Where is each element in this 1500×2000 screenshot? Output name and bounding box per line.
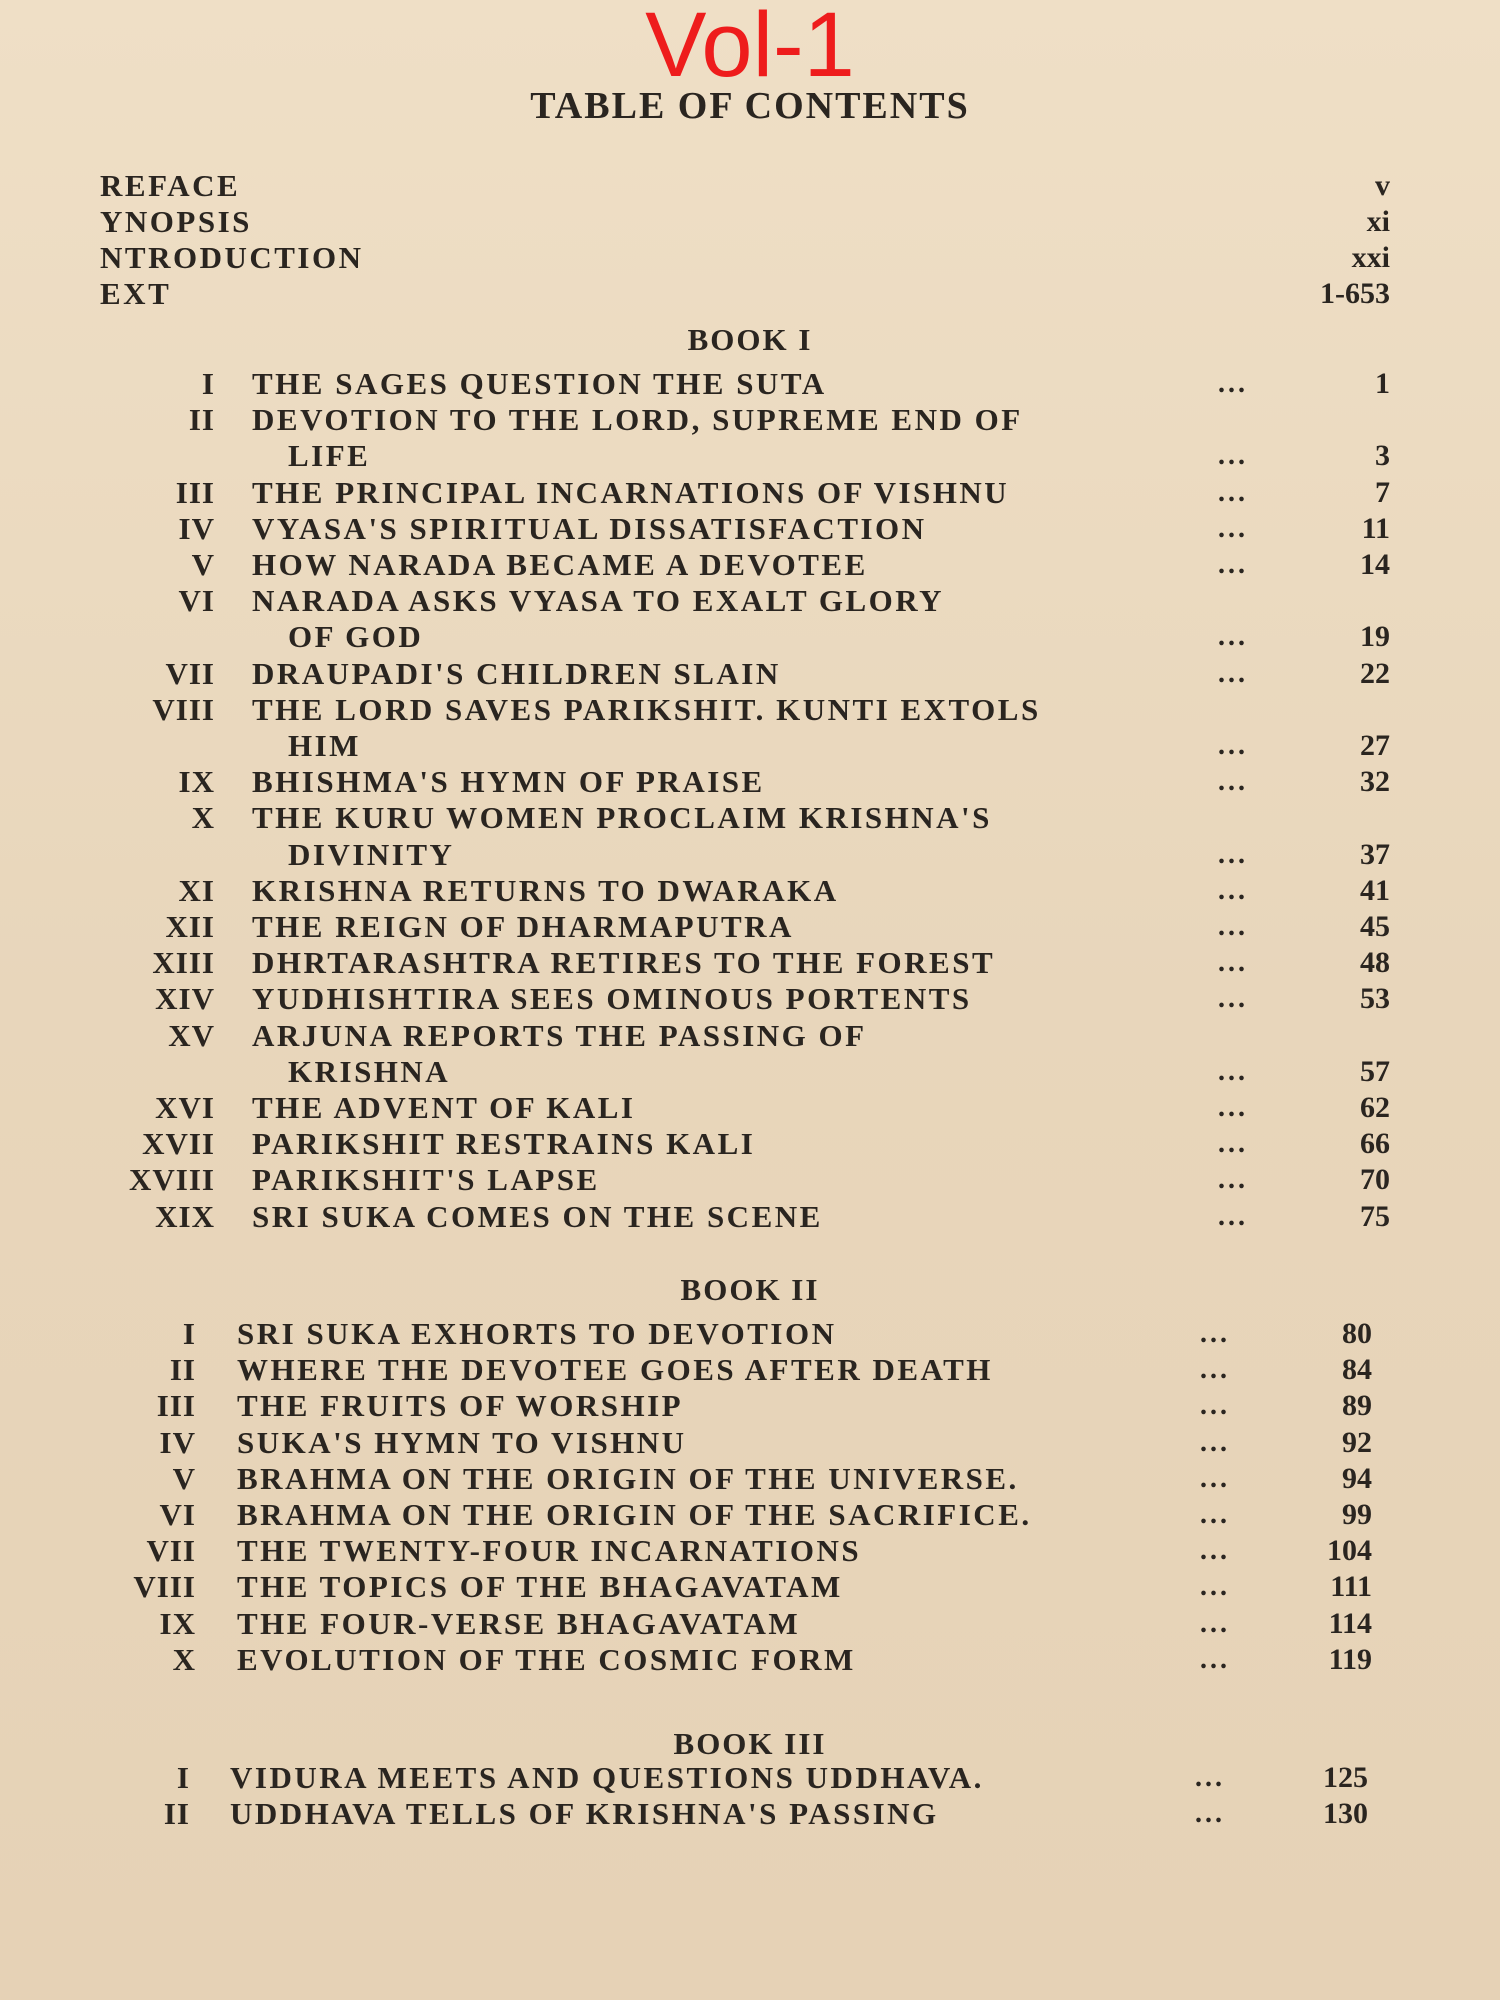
chapter-title: THE SAGES QUESTION THE SUTA [252, 366, 827, 401]
chapter-title: KRISHNA [288, 1053, 451, 1089]
chapter-page: 99 [1342, 1498, 1372, 1531]
leader-dots: ... [1200, 1426, 1230, 1458]
chapter-title: BHISHMA'S HYMN OF PRAISE [252, 764, 765, 800]
leader-dots: ... [1200, 1318, 1230, 1349]
chapter-title: BRAHMA ON THE ORIGIN OF THE SACRIFICE. [237, 1497, 1032, 1532]
chapter-number: X [172, 1641, 196, 1677]
chapter-page: 22 [1360, 656, 1390, 690]
chapter-number: VIII [152, 691, 215, 727]
chapter-number: V [172, 1460, 196, 1496]
leader-dots: ... [1218, 766, 1248, 798]
leader-dots: ... [1200, 1462, 1230, 1494]
chapter-title: BRAHMA ON THE ORIGIN OF THE UNIVERSE. [237, 1460, 1019, 1496]
chapter-title: THE FOUR-VERSE BHAGAVATAM [237, 1605, 801, 1641]
chapter-page: 53 [1360, 982, 1390, 1016]
chapter-page: 104 [1327, 1534, 1372, 1568]
leader-dots: ... [1218, 368, 1248, 399]
chapter-number: III [156, 1388, 196, 1424]
leader-dots: ... [1195, 1762, 1225, 1793]
chapter-number: V [191, 547, 215, 582]
chapter-title: KRISHNA RETURNS TO DWARAKA [252, 872, 839, 908]
front-matter-label: EXT [100, 276, 172, 311]
leader-dots: ... [1200, 1607, 1230, 1639]
chapter-title: UDDHAVA TELLS OF KRISHNA'S PASSING [230, 1796, 939, 1832]
chapter-page: 125 [1323, 1761, 1368, 1794]
chapter-page: 41 [1360, 873, 1390, 907]
chapter-number: VII [146, 1533, 196, 1569]
chapter-title: YUDHISHTIRA SEES OMINOUS PORTENTS [252, 981, 972, 1017]
leader-dots: ... [1218, 983, 1248, 1015]
chapter-title: VYASA'S SPIRITUAL DISSATISFACTION [252, 510, 927, 546]
chapter-number: II [188, 402, 215, 438]
chapter-number: IV [159, 1424, 196, 1460]
leader-dots: ... [1195, 1798, 1225, 1830]
chapter-page: 62 [1360, 1091, 1390, 1124]
chapter-title: DEVOTION TO THE LORD, SUPREME END OF [252, 402, 1023, 438]
chapter-title: SUKA'S HYMN TO VISHNU [237, 1424, 687, 1460]
leader-dots: ... [1200, 1535, 1230, 1567]
chapter-page: 84 [1342, 1353, 1372, 1387]
leader-dots: ... [1200, 1643, 1230, 1675]
chapter-title: PARIKSHIT'S LAPSE [252, 1162, 600, 1198]
chapter-number: XVI [155, 1090, 215, 1125]
leader-dots: ... [1200, 1499, 1230, 1530]
chapter-title: ARJUNA REPORTS THE PASSING OF [252, 1017, 867, 1053]
chapter-title: LIFE [288, 438, 371, 474]
chapter-page: 70 [1360, 1163, 1390, 1197]
leader-dots: ... [1218, 838, 1248, 870]
chapter-number: XIII [152, 945, 215, 981]
front-matter-label: NTRODUCTION [100, 240, 364, 275]
chapter-number: XI [178, 872, 215, 908]
leader-dots: ... [1218, 621, 1248, 653]
chapter-page: 111 [1330, 1570, 1372, 1604]
front-matter-label: REFACE [100, 168, 241, 203]
chapter-page: 19 [1360, 620, 1390, 654]
chapter-number: VI [178, 583, 215, 619]
chapter-title: THE LORD SAVES PARIKSHIT. KUNTI EXTOLS [252, 691, 1041, 727]
front-matter-page: 1-653 [1320, 277, 1390, 310]
leader-dots: ... [1218, 657, 1248, 689]
chapter-page: 57 [1360, 1054, 1390, 1088]
chapter-page: 75 [1360, 1199, 1390, 1233]
leader-dots: ... [1218, 476, 1248, 508]
chapter-title: THE REIGN OF DHARMAPUTRA [252, 909, 794, 944]
leader-dots: ... [1218, 911, 1248, 942]
chapter-number: VIII [133, 1569, 196, 1605]
leader-dots: ... [1218, 1164, 1248, 1196]
leader-dots: ... [1218, 1055, 1248, 1087]
chapter-page: 48 [1360, 946, 1390, 980]
chapter-page: 92 [1342, 1425, 1372, 1459]
chapter-title: THE FRUITS OF WORSHIP [237, 1388, 684, 1424]
chapter-title: OF GOD [288, 619, 424, 655]
chapter-title: DIVINITY [288, 836, 455, 872]
chapter-number: X [191, 800, 215, 836]
chapter-number: I [182, 1316, 196, 1351]
chapter-title: EVOLUTION OF THE COSMIC FORM [237, 1641, 856, 1677]
chapter-page: 45 [1360, 910, 1390, 943]
leader-dots: ... [1218, 1092, 1248, 1123]
chapter-number: XIX [155, 1198, 215, 1234]
front-matter-page: v [1375, 169, 1390, 202]
chapter-page: 66 [1360, 1127, 1390, 1161]
leader-dots: ... [1200, 1354, 1230, 1386]
chapter-title: SRI SUKA EXHORTS TO DEVOTION [237, 1316, 837, 1351]
book-heading: BOOK I [687, 322, 813, 357]
chapter-page: 89 [1342, 1389, 1372, 1423]
chapter-title: VIDURA MEETS AND QUESTIONS UDDHAVA. [230, 1760, 984, 1795]
chapter-number: VII [165, 655, 215, 691]
chapter-number: I [201, 366, 215, 401]
chapter-number: XVIII [129, 1162, 215, 1198]
book-heading: BOOK III [673, 1726, 827, 1761]
chapter-title: SRI SUKA COMES ON THE SCENE [252, 1198, 823, 1234]
chapter-title: DRAUPADI'S CHILDREN SLAIN [252, 655, 781, 691]
chapter-title: THE ADVENT OF KALI [252, 1090, 636, 1125]
chapter-page: 94 [1342, 1461, 1372, 1495]
leader-dots: ... [1218, 1128, 1248, 1160]
page-title: TABLE OF CONTENTS [530, 85, 970, 127]
chapter-number: IV [178, 510, 215, 546]
chapter-title: PARIKSHIT RESTRAINS KALI [252, 1126, 756, 1162]
chapter-page: 32 [1360, 765, 1390, 799]
chapter-title: WHERE THE DEVOTEE GOES AFTER DEATH [237, 1352, 993, 1388]
chapter-number: II [163, 1796, 190, 1832]
leader-dots: ... [1200, 1390, 1230, 1422]
front-matter-label: YNOPSIS [100, 204, 252, 239]
chapter-number: XIV [155, 981, 215, 1017]
chapter-title: HOW NARADA BECAME A DEVOTEE [252, 547, 868, 582]
chapter-page: 27 [1360, 729, 1390, 762]
chapter-page: 119 [1328, 1642, 1372, 1676]
chapter-page: 114 [1328, 1606, 1372, 1640]
book-heading: BOOK II [680, 1272, 820, 1307]
leader-dots: ... [1218, 1200, 1248, 1232]
leader-dots: ... [1218, 730, 1248, 761]
leader-dots: ... [1218, 874, 1248, 906]
chapter-page: 1 [1375, 367, 1390, 400]
leader-dots: ... [1218, 440, 1248, 472]
chapter-number: XII [165, 909, 215, 944]
chapter-page: 11 [1361, 511, 1390, 545]
chapter-title: NARADA ASKS VYASA TO EXALT GLORY [252, 583, 944, 619]
leader-dots: ... [1218, 947, 1248, 979]
leader-dots: ... [1218, 512, 1248, 544]
volume-label: Vol-1 [645, 0, 855, 96]
chapter-title: THE KURU WOMEN PROCLAIM KRISHNA'S [252, 800, 992, 836]
chapter-page: 7 [1375, 475, 1390, 509]
front-matter-page: xi [1366, 205, 1390, 238]
chapter-page: 14 [1360, 548, 1390, 581]
chapter-title: DHRTARASHTRA RETIRES TO THE FOREST [252, 945, 996, 981]
leader-dots: ... [1218, 549, 1248, 580]
chapter-number: IX [178, 764, 215, 800]
chapter-page: 3 [1375, 439, 1390, 473]
chapter-title: HIM [288, 728, 361, 763]
chapter-number: XV [168, 1017, 215, 1053]
front-matter-page: xxi [1351, 241, 1390, 274]
chapter-number: I [176, 1760, 190, 1795]
chapter-title: THE TOPICS OF THE BHAGAVATAM [237, 1569, 843, 1605]
chapter-number: VI [159, 1497, 196, 1532]
chapter-number: IX [159, 1605, 196, 1641]
chapter-page: 130 [1323, 1797, 1368, 1831]
chapter-title: THE TWENTY-FOUR INCARNATIONS [237, 1533, 862, 1569]
chapter-title: THE PRINCIPAL INCARNATIONS OF VISHNU [252, 474, 1010, 510]
leader-dots: ... [1200, 1571, 1230, 1603]
chapter-number: III [175, 474, 215, 510]
chapter-number: II [169, 1352, 196, 1388]
chapter-page: 37 [1360, 837, 1390, 871]
chapter-number: XVII [142, 1126, 215, 1162]
chapter-page: 80 [1342, 1317, 1372, 1350]
